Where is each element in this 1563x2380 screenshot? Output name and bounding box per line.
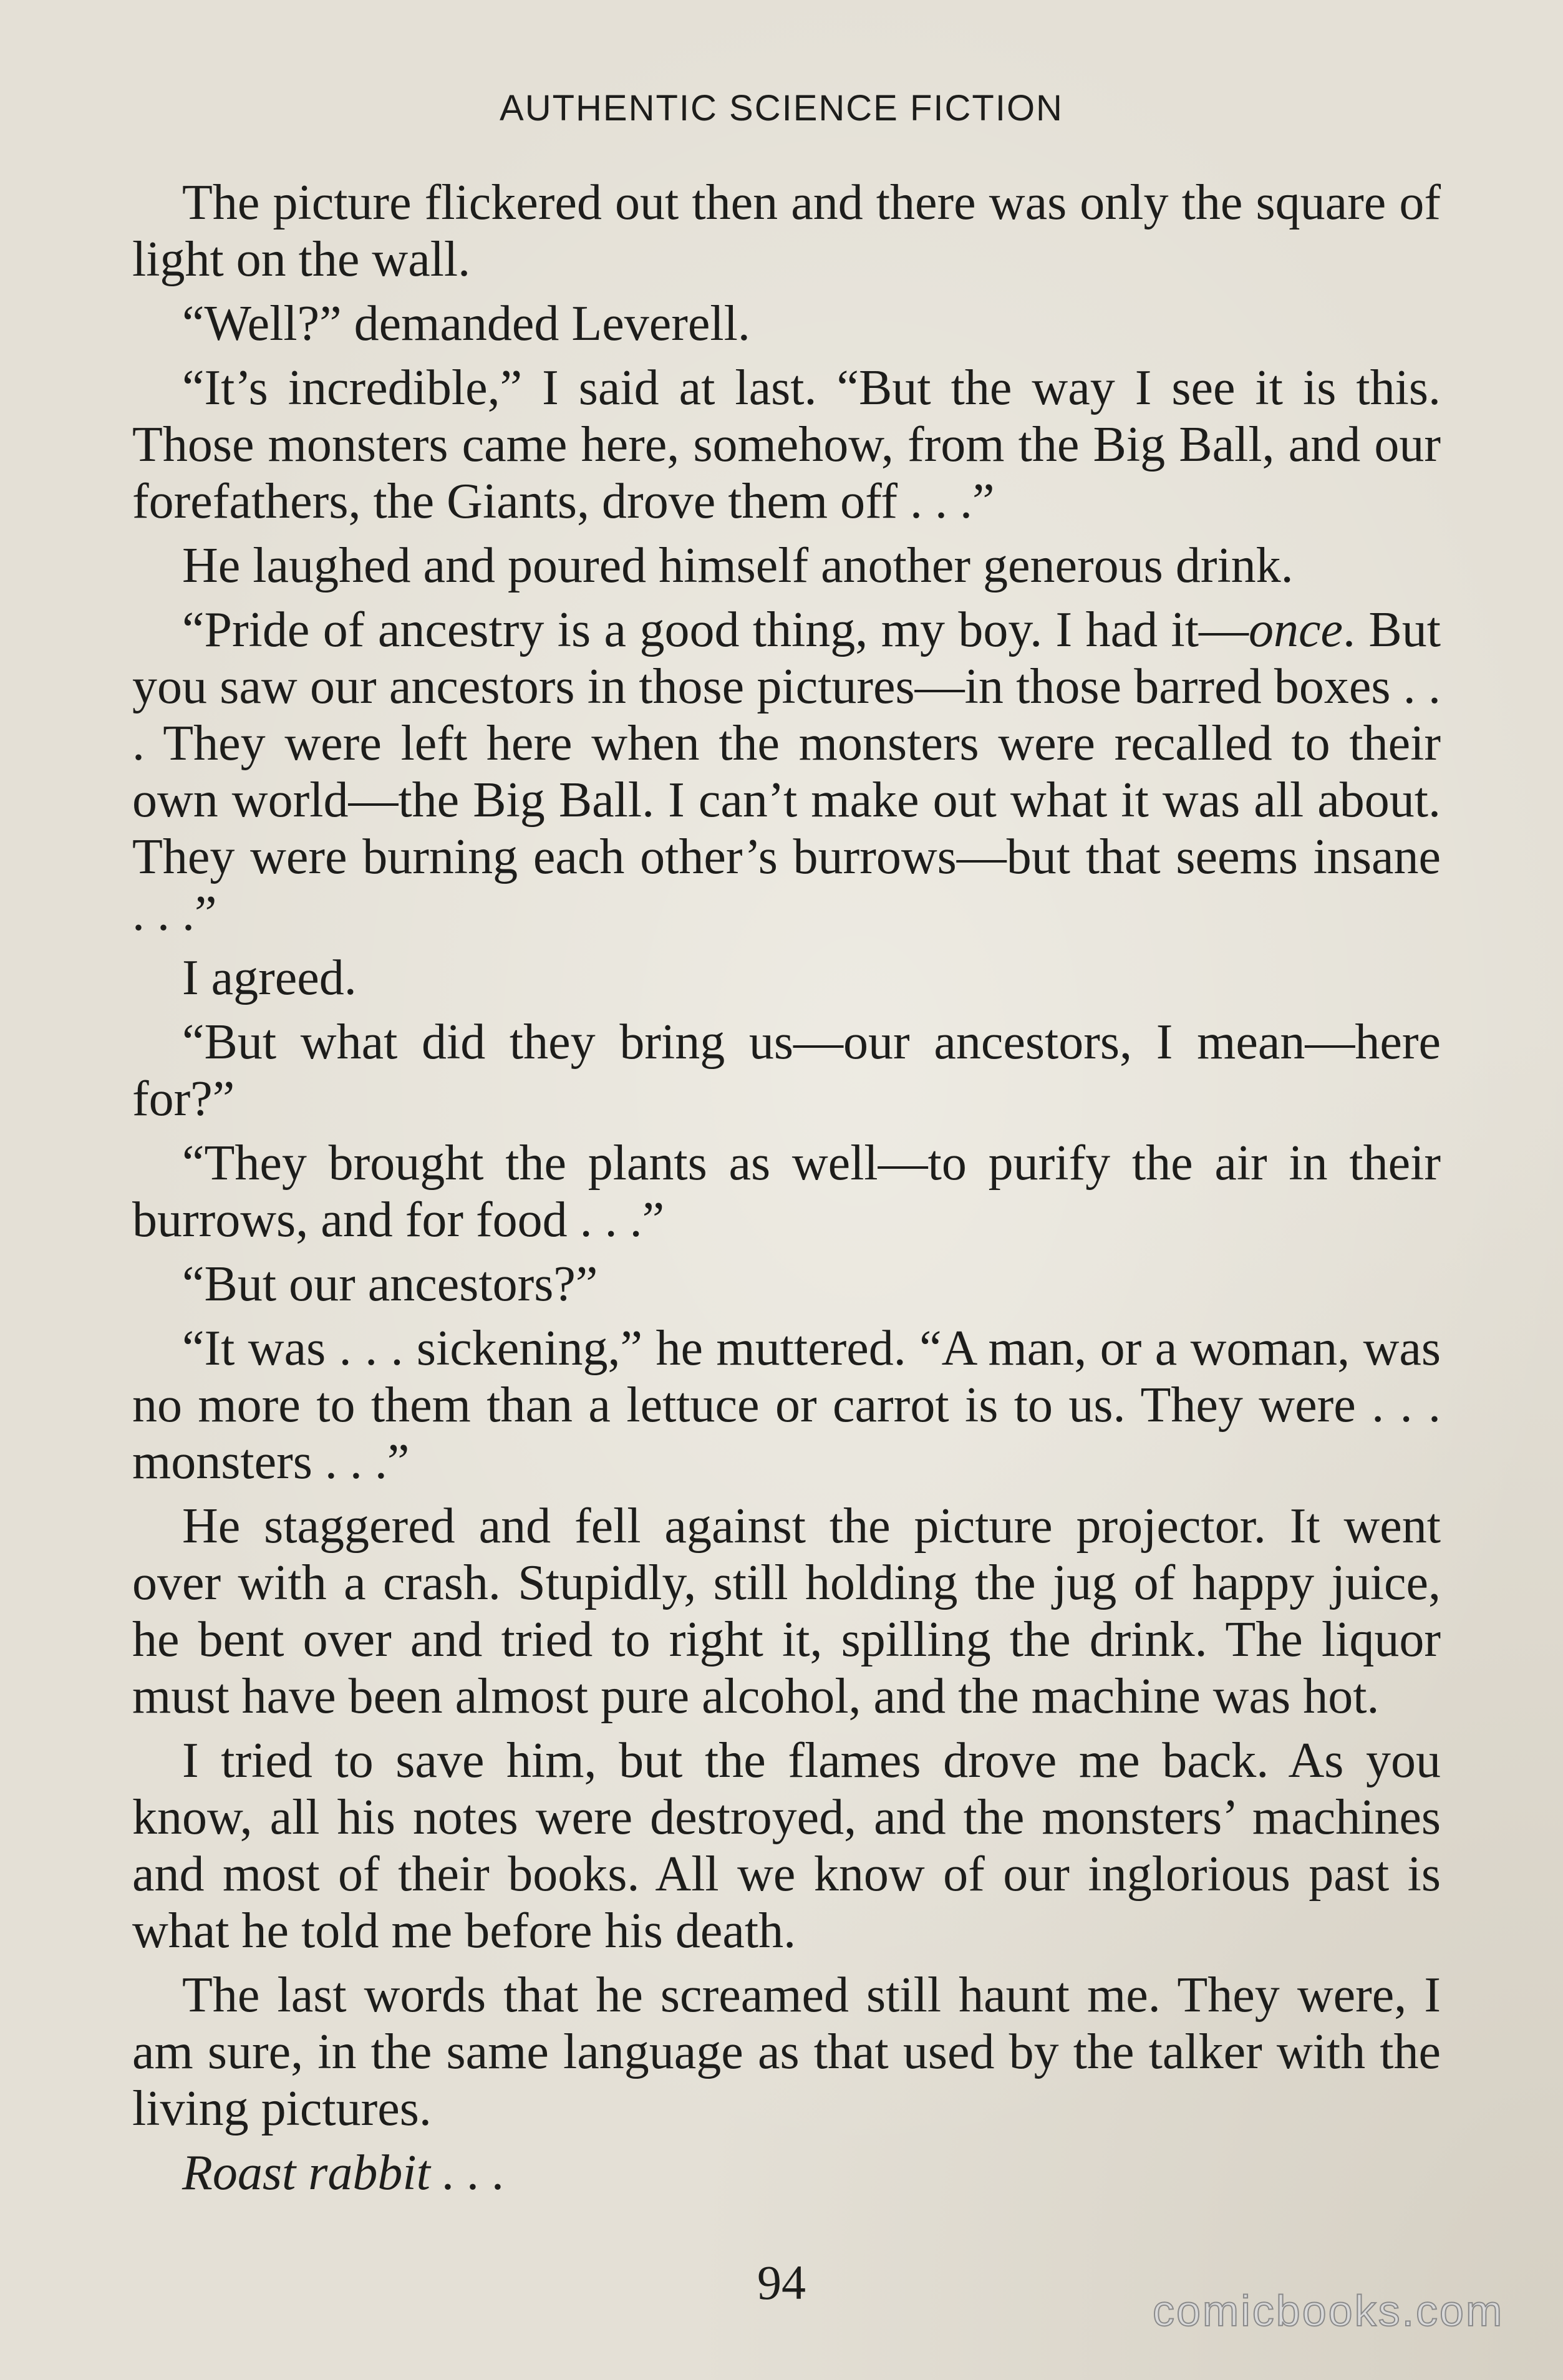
paragraph-8: “They brought the plants as well—to purify the air in their burrows, and for food . . .” (132, 1136, 1441, 1247)
paragraph-1: The picture flickered out then and there was only the square of light on the wall. (132, 175, 1441, 287)
paragraph-12: I tried to save him, but the flames drove me back. As you know, all his notes were destroyed, and the monsters’ machines and most of their books. All we know of our inglorious past is what he told me before his death. (132, 1733, 1441, 1958)
watermark: comicbooks.com (1153, 2286, 1504, 2335)
page-number: 94 (757, 2255, 806, 2310)
emphasis: once (1248, 602, 1343, 657)
paragraph-7: “But what did they bring us—our ancestors, I mean—here for?” (132, 1015, 1441, 1126)
paragraph-2: “Well?” demanded Leverell. (182, 296, 750, 351)
paragraph-5: “Pride of ancestry is a good thing, my boy. I had it—once. But you saw our ancestors in those pictures—in those barred boxes . . . They were left here when the monsters were recalled to their own world—the Big Ball. I can’t make out what it was all about. They were burning each other’s burrows—but that seems insane . . .” (132, 602, 1441, 941)
paragraph-3: “It’s incredible,” I said at last. “But the way I see it is this. Those monsters came here, somehow, from the Big Ball, and our forefathers, the Giants, drove them off . . .” (132, 360, 1441, 529)
paragraph-4: He laughed and poured himself another generous drink. (182, 538, 1294, 593)
story-text (132, 175, 1441, 2209)
paragraph-9: “But our ancestors?” (182, 1257, 598, 1312)
paragraph-13: The last words that he screamed still haunt me. They were, I am sure, in the same language as that used by the talker with the living pictures. (132, 1968, 1441, 2136)
paragraph-10: “It was . . . sickening,” he muttered. “A man, or a woman, was no more to them than a lettuce or carrot is to us. They were . . . monsters . . .” (132, 1321, 1441, 1489)
running-head: AUTHENTIC SCIENCE FICTION (500, 88, 1063, 128)
closing-line: Roast rabbit . . . (182, 2145, 505, 2200)
paragraph-11: He staggered and fell against the picture projector. It went over with a crash. Stupidly, still holding the jug of happy juice, he bent over and tried to right it, spilling the drink. The liquor must have been almost pure alcohol, and the machine was hot. (132, 1499, 1441, 1724)
paragraph-6: I agreed. (182, 951, 357, 1005)
